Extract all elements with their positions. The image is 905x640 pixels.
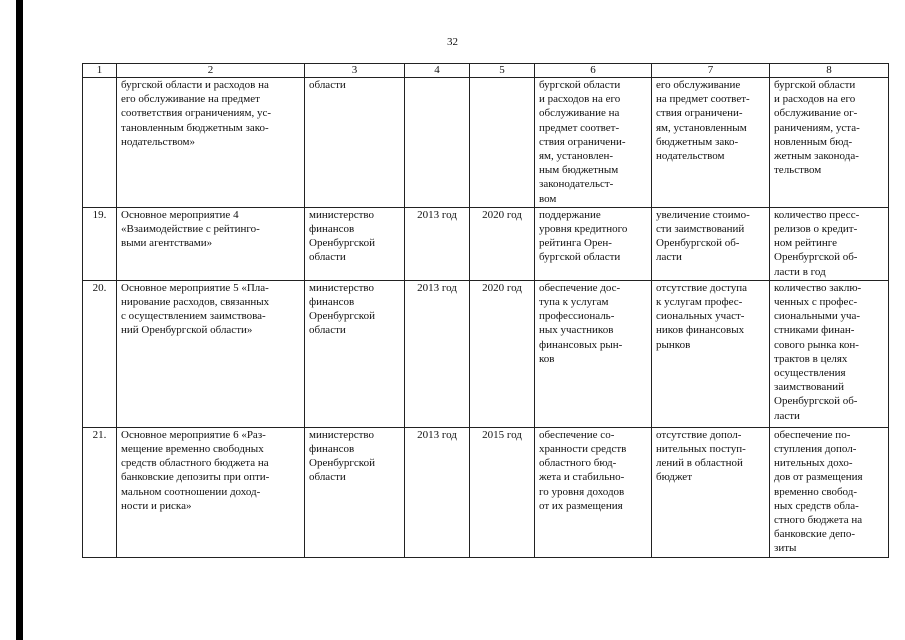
- cell-line: сового рынка кон-: [774, 338, 859, 351]
- start-year-cell: 2013 год: [405, 280, 470, 427]
- start-year-cell: [405, 78, 470, 208]
- cell-line: профессиональ-: [539, 310, 615, 323]
- cell-line: рейтинга Орен-: [539, 237, 612, 250]
- column-number-header: 6: [535, 64, 652, 78]
- cell-line: тупа к услугам: [539, 296, 609, 309]
- cell-line: новленным бюд-: [774, 135, 853, 148]
- cell-line: законодательст-: [539, 178, 614, 191]
- cell-line: бюджетным зако-: [656, 135, 739, 148]
- row-number-cell: 19.: [83, 207, 117, 280]
- table-row: [83, 280, 889, 427]
- executor-cell: [305, 78, 405, 208]
- cell-line: с осуществлением заимствова-: [121, 310, 266, 323]
- end-year-cell: [470, 78, 535, 208]
- cell-line: заимствований: [774, 381, 844, 394]
- cell-line: сти заимствований: [656, 223, 745, 236]
- cell-line: к услугам профес-: [656, 296, 743, 309]
- cell-line: релизов о кредит-: [774, 223, 858, 236]
- measure-name-cell: [117, 207, 305, 280]
- page-number: 32: [447, 36, 458, 48]
- cell-line: поддержание: [539, 208, 601, 221]
- cell-line: мещение временно свободных: [121, 443, 264, 456]
- cell-line: обслуживание на: [539, 107, 620, 120]
- cell-line: Оренбургской: [309, 457, 375, 470]
- start-year-cell: 2013 год: [405, 427, 470, 557]
- cell-line: бургской области: [539, 79, 621, 91]
- cell-line: финансовых рын-: [539, 338, 623, 351]
- cell-line: ласти в год: [774, 265, 826, 278]
- cell-line: нодательством: [656, 150, 725, 163]
- cell-line: ченных с профес-: [774, 296, 858, 309]
- column-number-header: 3: [305, 64, 405, 78]
- column-number-header: 8: [770, 64, 889, 78]
- cell-line: Основное мероприятие 6 «Раз-: [121, 428, 266, 441]
- cell-line: бургской области и расходов на: [121, 79, 269, 91]
- cell-line: лений в областной: [656, 457, 743, 470]
- cell-line: рынков: [656, 338, 691, 351]
- cell-line: нодательством»: [121, 135, 196, 148]
- cell-line: количество пресс-: [774, 208, 860, 221]
- cell-line: Основное мероприятие 4: [121, 208, 239, 221]
- cell-line: увеличение стоимо-: [656, 208, 750, 221]
- row-number-cell: [83, 78, 117, 208]
- cell-line: дов от размещения: [774, 471, 863, 484]
- cell-line: министерство: [309, 281, 375, 294]
- cell-line: нирование расходов, связанных: [121, 296, 270, 309]
- cell-line: вом: [539, 192, 557, 205]
- binding-bar: [16, 0, 23, 640]
- cell-line: его обслуживание на предмет: [121, 93, 260, 106]
- cell-line: Основное мероприятие 5 «Пла-: [121, 281, 269, 294]
- cell-line: ных участников: [539, 324, 614, 337]
- cell-line: области: [309, 251, 346, 264]
- cell-line: го уровня доходов: [539, 485, 625, 498]
- executor-cell: [305, 280, 405, 427]
- cell-line: областного бюд-: [539, 457, 617, 470]
- expected-result-cell: [535, 207, 652, 280]
- cell-line: обеспечение со-: [539, 428, 615, 441]
- cell-line: от их размещения: [539, 499, 623, 512]
- cell-line: временно свобод-: [774, 485, 857, 498]
- cell-line: осуществления: [774, 367, 846, 380]
- cell-line: области: [309, 79, 346, 91]
- measure-name-cell: [117, 427, 305, 557]
- program-measures-table: [82, 63, 889, 558]
- cell-line: и расходов на его: [774, 93, 856, 106]
- start-year-cell: 2013 год: [405, 207, 470, 280]
- table-row: [83, 207, 889, 280]
- measure-name-cell: [117, 280, 305, 427]
- executor-cell: [305, 427, 405, 557]
- cell-line: выми агентствами»: [121, 237, 213, 250]
- cell-line: Оренбургской: [309, 310, 375, 323]
- row-number-cell: 20.: [83, 280, 117, 427]
- column-number-header: 4: [405, 64, 470, 78]
- cell-line: количество заклю-: [774, 281, 862, 294]
- cell-line: бургской области: [774, 79, 856, 91]
- cell-line: банковские депо-: [774, 528, 856, 541]
- indicator-cell: [770, 78, 889, 208]
- consequences-cell: [652, 78, 770, 208]
- expected-result-cell: [535, 280, 652, 427]
- cell-line: финансов: [309, 223, 355, 236]
- cell-line: банковские депозиты при опти-: [121, 471, 270, 484]
- column-number-header: 7: [652, 64, 770, 78]
- indicator-cell: [770, 207, 889, 280]
- cell-line: ствия ограничени-: [656, 107, 743, 120]
- column-number-header: 1: [83, 64, 117, 78]
- cell-line: уровня кредитного: [539, 223, 628, 236]
- measure-name-cell: [117, 78, 305, 208]
- cell-line: ласти: [656, 251, 682, 264]
- cell-line: ствия ограничени-: [539, 135, 626, 148]
- end-year-cell: 2020 год: [470, 207, 535, 280]
- cell-line: Оренбургской: [309, 237, 375, 250]
- table-row-continuation: [83, 78, 889, 208]
- cell-line: ным бюджетным: [539, 164, 619, 177]
- cell-line: ков: [539, 352, 555, 365]
- cell-line: Оренбургской об-: [774, 395, 858, 408]
- row-number-cell: 21.: [83, 427, 117, 557]
- consequences-cell: [652, 427, 770, 557]
- cell-line: стного бюджета на: [774, 514, 863, 527]
- table-row: [83, 427, 889, 557]
- cell-line: ных средств обла-: [774, 499, 859, 512]
- cell-line: обеспечение дос-: [539, 281, 621, 294]
- cell-line: ям, установленным: [656, 121, 747, 134]
- cell-line: области: [309, 324, 346, 337]
- cell-line: финансов: [309, 296, 355, 309]
- column-number-header: 5: [470, 64, 535, 78]
- indicator-cell: [770, 280, 889, 427]
- cell-line: бюджет: [656, 471, 692, 484]
- column-number-header: 2: [117, 64, 305, 78]
- cell-line: мальном соотношении доход-: [121, 485, 261, 498]
- cell-line: сиональных участ-: [656, 310, 745, 323]
- cell-line: тановленным бюджетным зако-: [121, 121, 269, 134]
- cell-line: жетным законода-: [774, 150, 859, 163]
- cell-line: хранности средств: [539, 443, 627, 456]
- cell-line: «Взаимодействие с рейтинго-: [121, 223, 260, 236]
- consequences-cell: [652, 280, 770, 427]
- cell-line: и расходов на его: [539, 93, 621, 106]
- cell-line: соответствия ограничениям, ус-: [121, 107, 271, 120]
- column-number-row: [83, 64, 889, 78]
- cell-line: Оренбургской об-: [656, 237, 740, 250]
- cell-line: стниками финан-: [774, 324, 855, 337]
- cell-line: нительных дохо-: [774, 457, 853, 470]
- cell-line: ступления допол-: [774, 443, 857, 456]
- cell-line: ности и риска»: [121, 499, 192, 512]
- cell-line: ям, установлен-: [539, 150, 614, 163]
- end-year-cell: 2015 год: [470, 427, 535, 557]
- cell-line: раничениям, уста-: [774, 121, 860, 134]
- cell-line: министерство: [309, 208, 375, 221]
- cell-line: на предмет соответ-: [656, 93, 750, 106]
- cell-line: сиональными уча-: [774, 310, 861, 323]
- cell-line: ласти: [774, 409, 800, 422]
- expected-result-cell: [535, 78, 652, 208]
- cell-line: зиты: [774, 542, 797, 555]
- cell-line: ном рейтинге: [774, 237, 837, 250]
- cell-line: бургской области: [539, 251, 621, 264]
- cell-line: жета и стабильно-: [539, 471, 625, 484]
- cell-line: обслуживание ог-: [774, 107, 858, 120]
- cell-line: тельством: [774, 164, 822, 177]
- cell-line: финансов: [309, 443, 355, 456]
- cell-line: отсутствие доступа: [656, 281, 748, 294]
- cell-line: средств областного бюджета на: [121, 457, 269, 470]
- end-year-cell: 2020 год: [470, 280, 535, 427]
- cell-line: Оренбургской об-: [774, 251, 858, 264]
- cell-line: трактов в целях: [774, 352, 848, 365]
- consequences-cell: [652, 207, 770, 280]
- cell-line: ников финансовых: [656, 324, 745, 337]
- executor-cell: [305, 207, 405, 280]
- cell-line: предмет соответ-: [539, 121, 620, 134]
- cell-line: обеспечение по-: [774, 428, 851, 441]
- cell-line: ний Оренбургской области»: [121, 324, 253, 337]
- cell-line: министерство: [309, 428, 375, 441]
- cell-line: его обслуживание: [656, 79, 741, 91]
- expected-result-cell: [535, 427, 652, 557]
- indicator-cell: [770, 427, 889, 557]
- cell-line: отсутствие допол-: [656, 428, 742, 441]
- cell-line: области: [309, 471, 346, 484]
- cell-line: нительных поступ-: [656, 443, 746, 456]
